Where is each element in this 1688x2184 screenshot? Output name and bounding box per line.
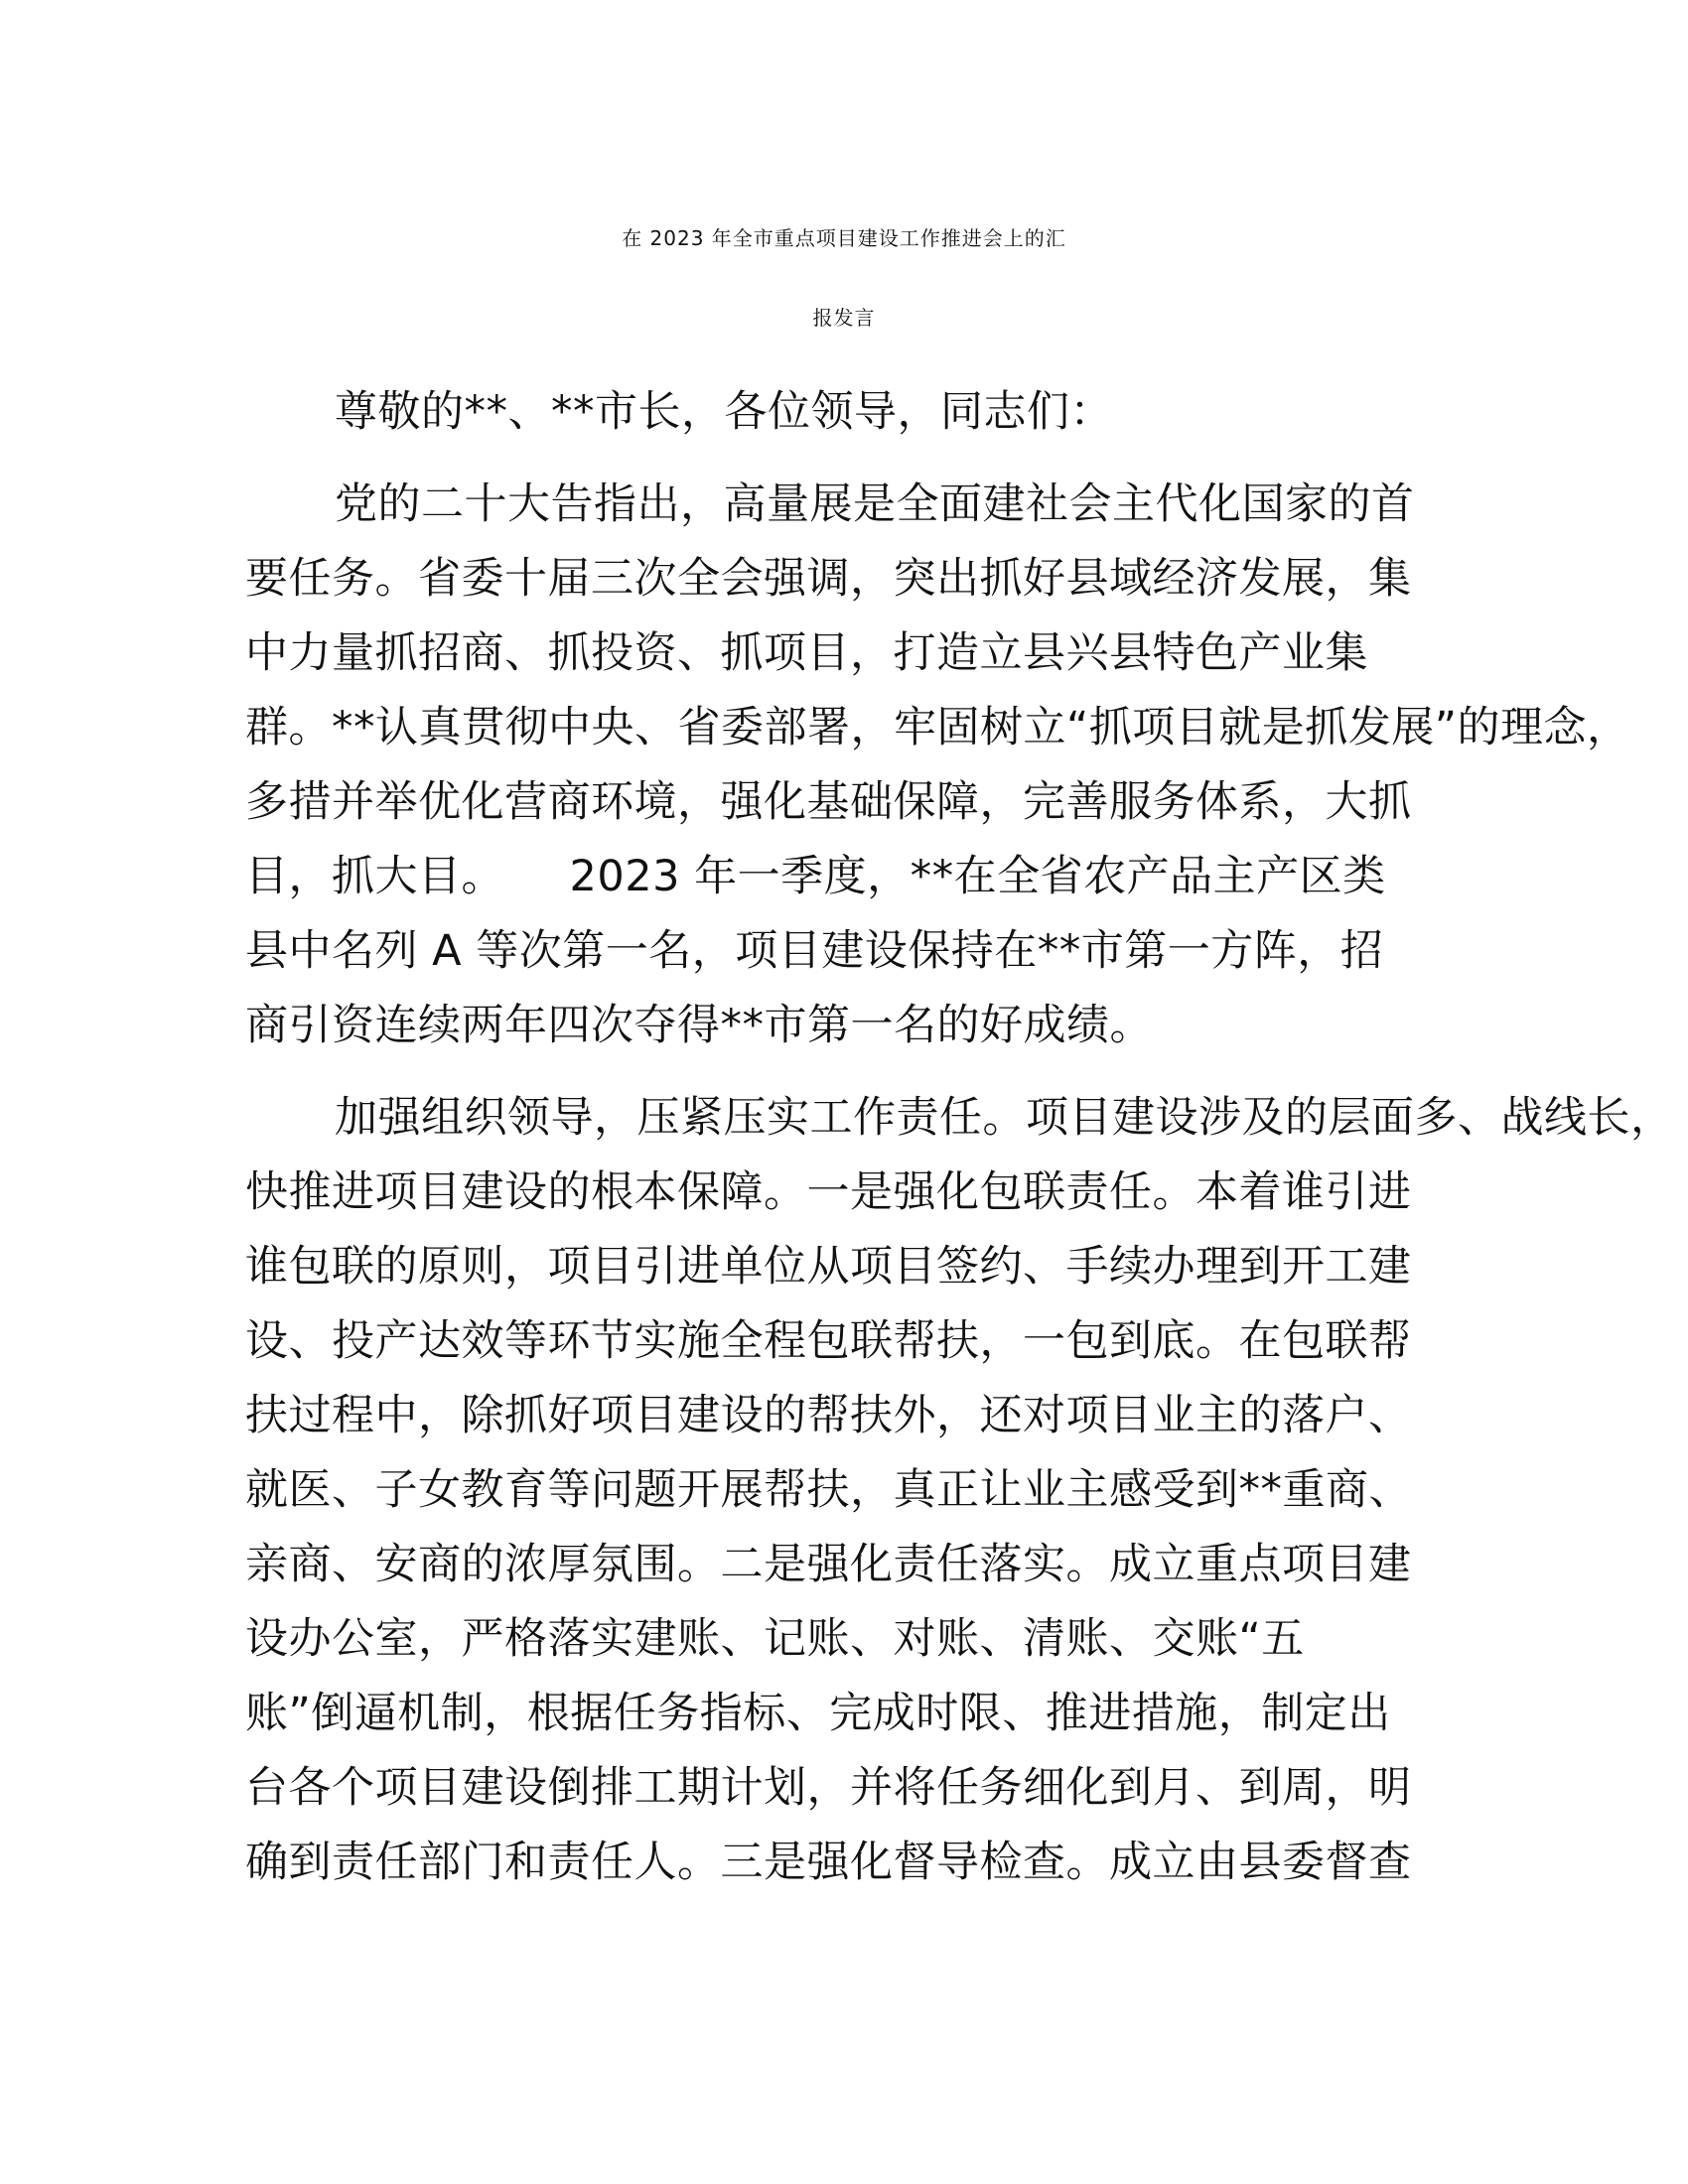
paragraph-2-line-4: 设、投产达效等环节实施全程包联帮扶，一包到底。在包联帮 xyxy=(245,1316,1412,1366)
paragraph-1-line-4: 群。**认真贯彻中央、省委部署，牢固树立“抓项目就是抓发展”的理念， xyxy=(245,703,1630,752)
paragraph-2-line-8: 设办公室，严格落实建账、记账、对账、清账、交账“五 xyxy=(245,1614,1305,1664)
document-title-line-1: 在 2023 年全市重点项目建设工作推进会上的汇 xyxy=(622,226,1066,250)
paragraph-1-line-3: 中力量抓招商、抓投资、抓项目，打造立县兴县特色产业集 xyxy=(245,628,1368,678)
paragraph-1-line-8: 商引资连续两年四次夺得**市第一名的好成绩。 xyxy=(245,1001,1153,1050)
paragraph-2-line-11: 确到责任部门和责任人。三是强化督导检查。成立由县委督查 xyxy=(245,1838,1412,1887)
paragraph-2-line-3: 谁包联的原则，项目引进单位从项目签约、手续办理到开工建 xyxy=(245,1242,1412,1292)
paragraph-2-line-2: 快推进项目建设的根本保障。一是强化包联责任。本着谁引进 xyxy=(245,1167,1412,1217)
paragraph-2-line-5: 扶过程中，除抓好项目建设的帮扶外，还对项目业主的落户、 xyxy=(245,1391,1412,1440)
paragraph-2-line-9: 账”倒逼机制，根据任务指标、完成时限、推进措施，制定出 xyxy=(245,1689,1391,1738)
paragraph-2-line-6: 就医、子女教育等问题开展帮扶，真正让业主感受到**重商、 xyxy=(245,1465,1412,1515)
paragraph-1-line-6: 目，抓大目。 2023 年一季度，**在全省农产品主产区类 xyxy=(245,852,1386,901)
paragraph-2-line-1: 加强组织领导，压紧压实工作责任。项目建设涉及的层面多、战线长， xyxy=(335,1093,1674,1143)
paragraph-1-line-2: 要任务。省委十届三次全会强调，突出抓好县域经济发展，集 xyxy=(245,554,1412,604)
document-title-line-2: 报发言 xyxy=(812,306,876,330)
paragraph-1-line-1: 党的二十大告指出，高量展是全面建社会主代化国家的首 xyxy=(335,479,1415,529)
paragraph-1-line-7: 县中名列 A 等次第一名，项目建设保持在**市第一方阵，招 xyxy=(245,926,1384,976)
paragraph-2-line-7: 亲商、安商的浓厚氛围。二是强化责任落实。成立重点项目建 xyxy=(245,1540,1412,1589)
paragraph-1-line-5: 多措并举优化营商环境，强化基础保障，完善服务体系，大抓 xyxy=(245,777,1412,827)
paragraph-2-line-10: 台各个项目建设倒排工期计划，并将任务细化到月、到周，明 xyxy=(245,1763,1412,1813)
salutation: 尊敬的**、**市长，各位领导，同志们： xyxy=(335,387,1113,437)
